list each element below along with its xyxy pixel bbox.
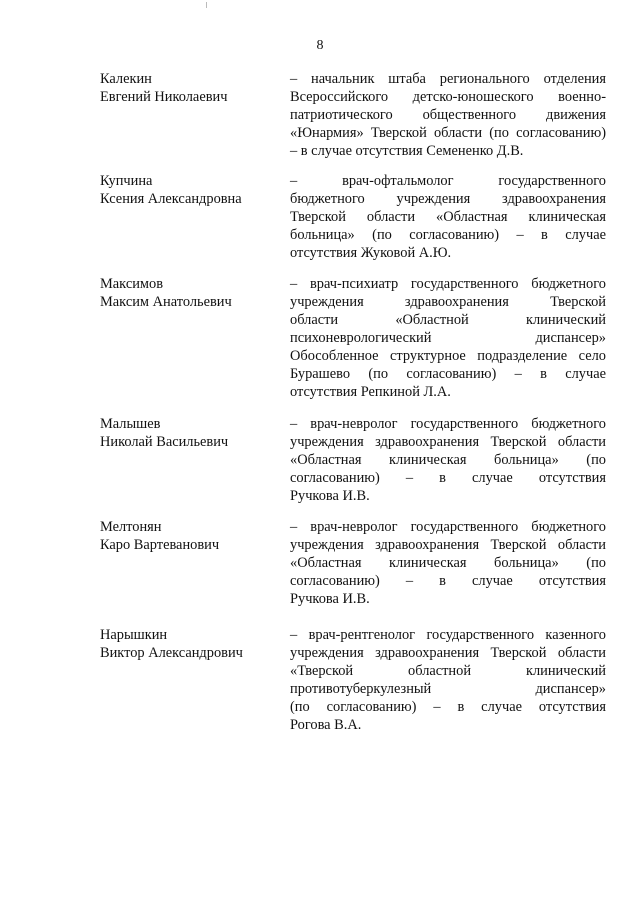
role-line: Бурашево (по согласованию) – в случае: [290, 366, 606, 382]
member-role: [290, 518, 606, 608]
role-line: области «Областной клинический: [290, 312, 606, 328]
role-line: согласованию) – в случае отсутствия: [290, 573, 606, 589]
member-given-names: Ксения Александровна: [100, 191, 242, 207]
role-line: учреждения здравоохранения Тверской области: [290, 645, 606, 661]
role-line: больница» (по согласованию) – в случае: [290, 227, 606, 243]
member-name: [100, 275, 280, 311]
role-line: Ручкова И.В.: [290, 488, 370, 504]
member-given-names: Виктор Александрович: [100, 645, 243, 661]
member-name: [100, 70, 280, 106]
role-line: – начальник штаба регионального отделения: [290, 71, 606, 87]
role-line: Тверской области «Областная клиническая: [290, 209, 606, 225]
role-line: отсутствия Репкиной Л.А.: [290, 384, 451, 400]
member-given-names: Каро Вартеванович: [100, 537, 220, 553]
role-line: «Тверской областной клинический: [290, 663, 606, 679]
role-line: – врач-офтальмолог государственного: [290, 173, 606, 189]
role-line: Рогова В.А.: [290, 717, 362, 733]
member-role: [290, 70, 606, 160]
role-line: учреждения здравоохранения Тверской области: [290, 537, 606, 553]
role-line: бюджетного учреждения здравоохранения: [290, 191, 606, 207]
member-given-names: Максим Анатольевич: [100, 294, 232, 310]
role-line: патриотического общественного движения: [290, 107, 606, 123]
member-surname: Калекин: [100, 71, 152, 87]
role-line: согласованию) – в случае отсутствия: [290, 470, 606, 486]
role-line: – врач-невролог государственного бюджетного: [290, 519, 606, 535]
role-line: Всероссийского детско-юношеского военно-: [290, 89, 606, 105]
role-line: противотуберкулезный диспансер»: [290, 681, 606, 697]
member-surname: Малышев: [100, 416, 161, 432]
role-line: Обособленное структурное подразделение село: [290, 348, 606, 364]
scan-speck: [206, 2, 207, 8]
member-role: [290, 415, 606, 505]
role-line: – врач-невролог государственного бюджетного: [290, 416, 606, 432]
member-name: [100, 172, 280, 208]
role-line: «Юнармия» Тверской области (по согласованию): [290, 125, 606, 141]
member-surname: Нарышкин: [100, 627, 168, 643]
member-surname: Купчина: [100, 173, 153, 189]
role-line: учреждения здравоохранения Тверской области: [290, 434, 606, 450]
member-name: [100, 518, 280, 554]
member-name: [100, 626, 280, 662]
role-line: «Областная клиническая больница» (по: [290, 555, 606, 571]
role-line: – в случае отсутствия Семененко Д.В.: [290, 143, 524, 159]
member-given-names: Николай Васильевич: [100, 434, 229, 450]
role-line: Ручкова И.В.: [290, 591, 370, 607]
member-role: [290, 275, 606, 401]
role-line: – врач-психиатр государственного бюджетного: [290, 276, 606, 292]
member-given-names: Евгений Николаевич: [100, 89, 228, 105]
role-line: психоневрологический диспансер»: [290, 330, 606, 346]
member-role: [290, 172, 606, 262]
member-role: [290, 626, 606, 734]
role-line: – врач-рентгенолог государственного казенного: [290, 627, 606, 643]
member-surname: Мелтонян: [100, 519, 162, 535]
member-name: [100, 415, 280, 451]
page-number: 8: [316, 38, 324, 53]
role-line: «Областная клиническая больница» (по: [290, 452, 606, 468]
member-surname: Максимов: [100, 276, 164, 292]
role-line: (по согласованию) – в случае отсутствия: [290, 699, 606, 715]
role-line: отсутствия Жуковой А.Ю.: [290, 245, 452, 261]
role-line: учреждения здравоохранения Тверской: [290, 294, 606, 310]
